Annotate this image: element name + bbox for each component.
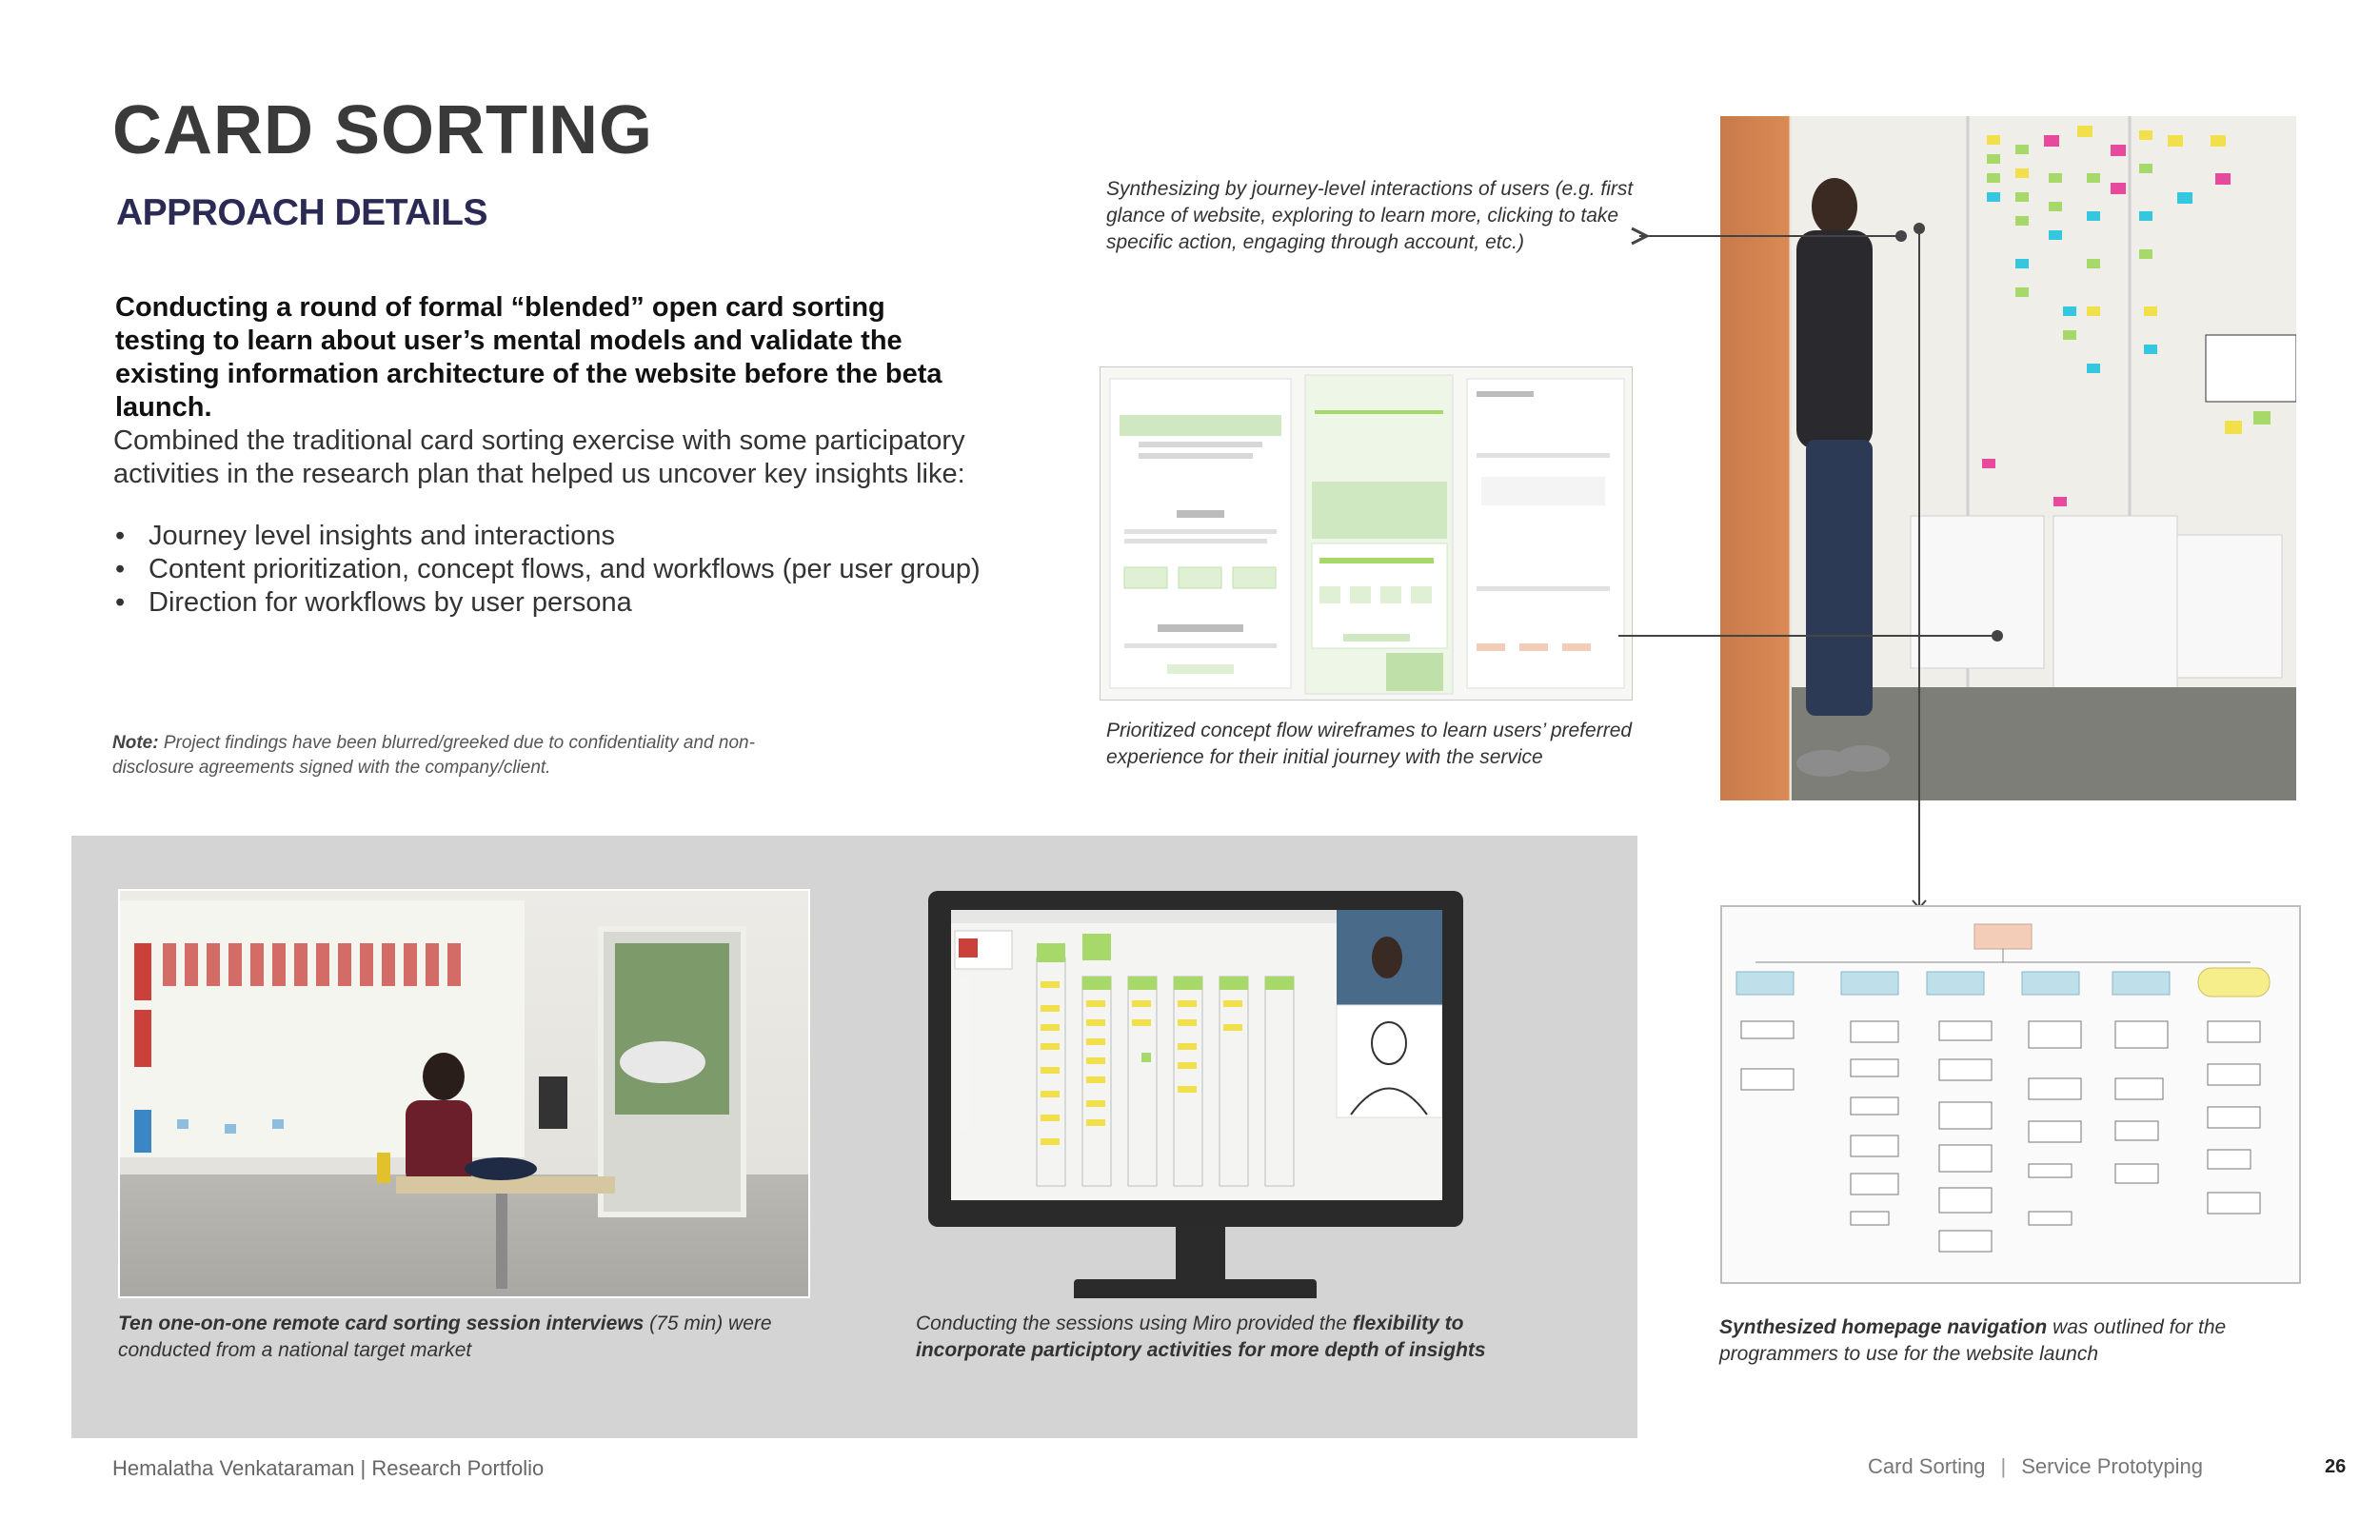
footer-author: Hemalatha Venkataraman | Research Portfolio (112, 1456, 545, 1480)
footer-section-card-sorting: Card Sorting (1868, 1454, 1986, 1478)
caption-interviews-bold: Ten one-on-one remote card sorting session interviews (118, 1313, 645, 1334)
note-text: Project findings have been blurred/greeked due to confidentiality and non-disclosure agreements signed with the company/client. (112, 733, 755, 778)
page-title: CARD SORTING (112, 92, 653, 168)
caption-miro-bold: flexibility to incorporate participtory activities for more depth of insights (916, 1313, 1486, 1361)
footer-divider: | (2000, 1454, 2007, 1478)
section-subtitle: APPROACH DETAILS (116, 192, 487, 233)
page-number: 26 (2325, 1456, 2347, 1477)
note-label: Note: (112, 733, 159, 753)
monitor-stand-base (1074, 1279, 1317, 1298)
wireframes-image (1100, 366, 1633, 701)
caption-wireframes: Prioritized concept flow wireframes to learn users’ preferred experience for their initial journey with the service (1106, 720, 1633, 768)
lead-paragraph: Conducting a round of formal “blended” open card sorting testing to learn about user’s mental models and validate the existing information architecture of the website before the beta launch. (115, 292, 942, 423)
room-illustration (120, 891, 810, 1298)
caption-navigation (1719, 1314, 2281, 1368)
list-item: • Content prioritization, concept flows, and workflows (per user group) (113, 553, 1018, 586)
footer-sections (1868, 1454, 2203, 1479)
homepage-navigation-diagram (1720, 905, 2301, 1284)
navigation-tree-illustration (1722, 907, 2301, 1284)
miro-board-illustration (951, 910, 1442, 1200)
caption-synthesizing: Synthesizing by journey-level interactions of users (e.g. first glance of website, exploring to learn more, clicking to take specific action, engaging through account, etc.) (1106, 178, 1634, 253)
caption-miro-start: Conducting the sessions using Miro provided the (916, 1313, 1353, 1334)
wireframes-illustration (1101, 367, 1633, 701)
footer-section-service-prototyping: Service Prototyping (2021, 1454, 2203, 1478)
caption-navigation-bold: Synthesized homepage navigation (1719, 1316, 2048, 1338)
body-paragraph: Combined the traditional card sorting exercise with some participatory activities in the research plan that helped us uncover key insights like: (113, 425, 965, 489)
monitor-stand (1176, 1227, 1225, 1279)
caption-interviews-rest: (75 min) were conducted from a national target market (118, 1313, 772, 1361)
remote-session-room-photo (118, 889, 810, 1298)
caption-navigation-rest: was outlined for the programmers to use for the website launch (1719, 1316, 2227, 1365)
connector-arrows (1618, 133, 2018, 914)
list-item: • Direction for workflows by user persona (113, 586, 1018, 620)
caption-interviews (118, 1311, 803, 1364)
confidentiality-note (112, 731, 836, 780)
insight-list (113, 520, 1018, 620)
list-item: • Journey level insights and interactions (113, 520, 1018, 553)
caption-miro (916, 1311, 1506, 1364)
miro-board-screen (951, 910, 1442, 1200)
